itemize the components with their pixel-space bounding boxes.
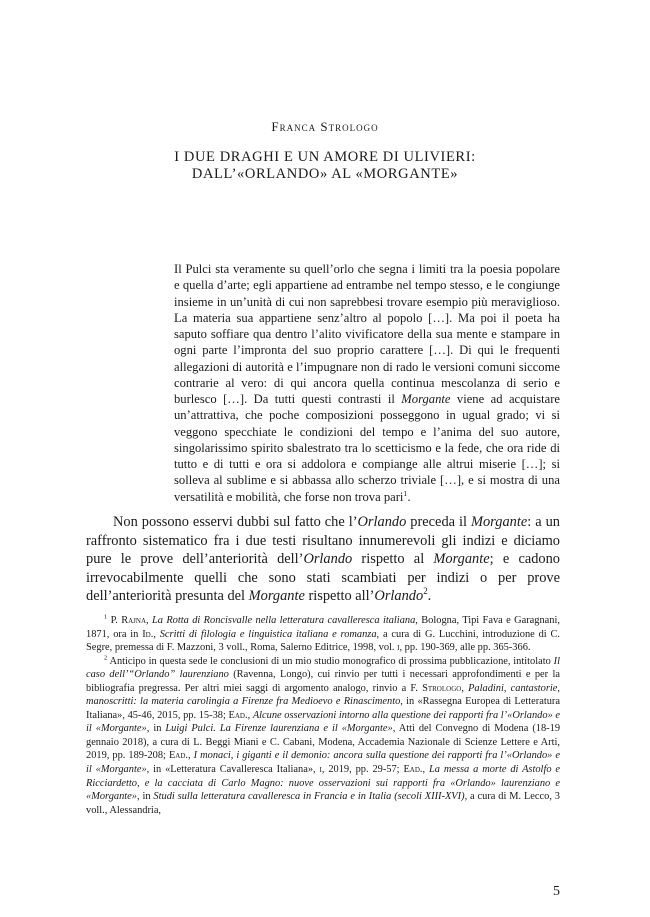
block-quote — [174, 261, 560, 505]
page-number: 5 — [553, 884, 560, 899]
footnote-2: $^2$ Anticipo in questa sede le conclusioni di un mio studio monografico di prossima pubblicazione, intitolato Il caso dell’“Orlando” laurenziano (Ravenna, Longo), cui rinvio per tutti i necessari approfondimenti e per la bibliografia pregressa. Per altri miei saggi di argomento analogo, rinvio a F. Strologo, Paladini, cantastorie, manoscritti: la materia carolingia a Firenze fra Medioevo e Rinascimento, in «Rassegna Europea di Letteratura Italiana», 45-46, 2015, pp. 15-38; Ead., Alcune osservazioni intorno alla questione dei rapporti fra l’«Orlando» e il «Morgante», in Luigi Pulci. La Firenze laurenziana e il «Morgante», Atti del Convegno di Modena (18-19 gennaio 2018), a cura di L. Beggi Miani e C. Cabani, Modena, Accademia Nazionale di Scienze Lettere e Arti, 2019, pp. 189-208; Ead., I monaci, i giganti e il demonio: ancora sulla questione dei rapporti fra l’«Orlando» e il «Morgante», in «Letteratura Cavalleresca Italiana», i, 2019, pp. 29-57; Ead., La messa a morte di Astolfo e Ricciardetto, e la cacciata di Carlo Magno: nuove osservazioni sui rapporti fra «Orlando» laurenziano e «Morgante», in Studi sulla letteratura cavalleresca in Francia e in Italia (secoli XIII-XVI), a cura di M. Lecco, 3 voll., Alessandria, — [86, 654, 561, 816]
body-paragraph: Non possono esservi dubbi sul fatto che l’Orlando preceda il Morgante: a un raffronto sistematico fra i due testi risultano innumerevoli gli indizi e diciamo pure le prove dell’anteriorità dell’Orlando rispetto al Morgante; e cadono irrevocabilmente quelli che sono stati scambiati per indizi o per prove dell’anteriorità presunta del Morgante rispetto all’Orlando$^2$. — [86, 514, 561, 604]
title-line-2: DALL’«ORLANDO» AL «MORGANTE» — [191, 166, 459, 182]
footnote-ref-1: 1 — [403, 488, 408, 498]
title-line-1: I DUE DRAGHI E UN AMORE DI ULIVIERI: — [174, 149, 476, 165]
footnote-ref-2: 2 — [423, 586, 428, 597]
article-title — [0, 149, 650, 183]
author-name: Franca Strologo — [271, 119, 379, 134]
footnotes — [86, 614, 560, 817]
footnote-1: $^1$ P. Rajna, La Rotta di Roncisvalle nella letteratura cavalleresca italiana, Bologna, Tipi Fava e Garagnani, 1871, ora in Id., Scritti di filologia e linguistica italiana e romanza, a cura di G. Lucchini, introduzione di C. Segre, premessa di F. Mazzoni, 3 voll., Roma, Salerno Editrice, 1998, vol. i, pp. 190-369, alle pp. 365-366. — [86, 613, 560, 654]
quote-paragraph: Il Pulci sta veramente su quell’orlo che segna i limiti tra la poesia popolare e quella d’arte; egli appartiene ad entrambe nel tempo stesso, e le congiunge insieme in un’unità di cui non saprebbesi trovare esempio più meraviglioso. La materia sua appartiene senz’altro al popolo […]. Ma poi il poeta ha saputo soffiare qua dentro l’alito vivificatore della sua mente e stampare in ogni parte l’impronta del suo proprio carattere […]. Di qui le frequenti allegazioni di autorità e l’impugnare non di rado le versioni comuni siccome contrarie al vero: di qui ancora quella continua mescolanza di serio e burlesco […]. Da tutti questi contrasti il Morgante viene ad acquistare un’attrattiva, che poche composizioni posseggono in ugual grado; vi si veggono specchiate le condizioni del tempo e l’anima del suo autore, singolarissimo spirito sbalestrato tra lo scetticismo e la fede, che ora ride di tutto e di tutti e ora si addolora e compiange alle altrui miserie […]; si solleva al sublime e si abbassa allo scherzo triviale […], e si mostra di una versatilità e mobilità, che forse non trova pari$^1$. — [174, 262, 560, 504]
